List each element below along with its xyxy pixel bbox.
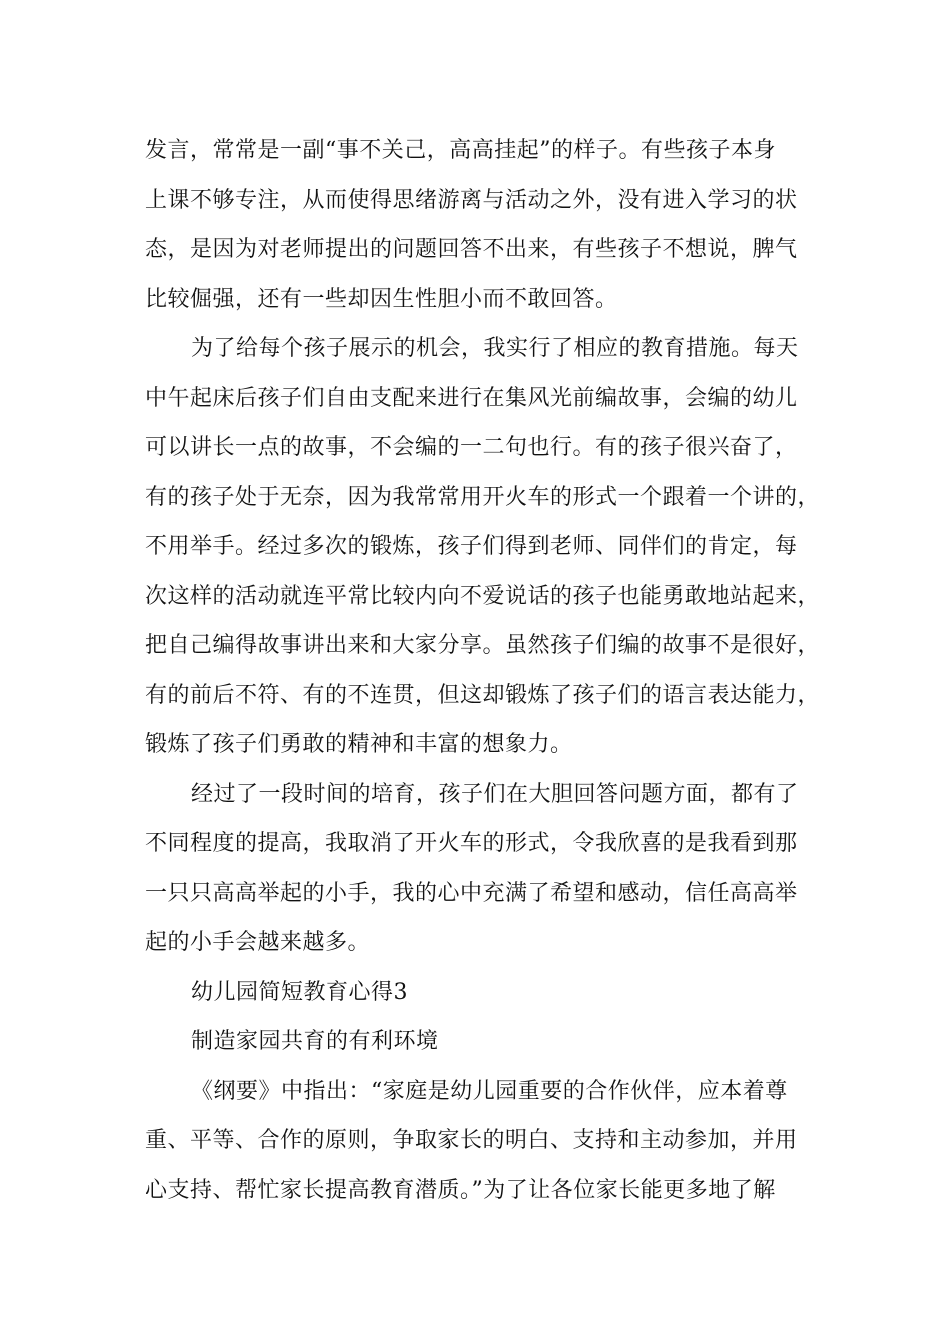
text-line: 次这样的活动就连平常比较内向不爱说话的孩子也能勇敢地站起来， bbox=[145, 583, 821, 609]
text-line: 上课不够专注，从而使得思绪游离与活动之外，没有进入学习的状 bbox=[145, 187, 798, 213]
text-line: 不同程度的提高，我取消了开火车的形式，令我欣喜的是我看到那 bbox=[145, 831, 798, 856]
text-line: 发言，常常是一副“事不关己，高高挂起”的样子。有些孩子本身 bbox=[145, 138, 776, 163]
text-line: 重、平等、合作的原则，争取家长的明白、支持和主动参加，并用 bbox=[145, 1128, 798, 1153]
text-line: 中午起床后孩子们自由支配来进行在集风光前编故事，会编的幼儿 bbox=[145, 385, 798, 411]
paragraph-start-line: 《纲要》中指出：“家庭是幼儿园重要的合作伙伴，应本着尊 bbox=[191, 1078, 788, 1104]
text-line: 有的前后不符、有的不连贯，但这却锻炼了孩子们的语言表达能力， bbox=[145, 682, 821, 708]
text-line: 可以讲长一点的故事，不会编的一二句也行。有的孩子很兴奋了， bbox=[145, 435, 798, 460]
text-line: 把自己编得故事讲出来和大家分享。虽然孩子们编的故事不是很好， bbox=[145, 633, 821, 658]
text-line: 态，是因为对老师提出的问题回答不出来，有些孩子不想说，脾气 bbox=[145, 237, 798, 262]
text-line: 心支持、帮忙家长提高教育潜质。”为了让各位家长能更多地了解 bbox=[145, 1177, 776, 1203]
paragraph-start-line: 经过了一段时间的培育，孩子们在大胆回答问题方面，都有了 bbox=[191, 781, 799, 807]
section-heading: 幼儿园简短教育心得3 bbox=[191, 979, 408, 1005]
text-line: 一只只高高举起的小手，我的心中充满了希望和感动，信任高高举 bbox=[145, 880, 798, 906]
text-line: 锻炼了孩子们勇敢的精神和丰富的想象力。 bbox=[145, 732, 573, 757]
text-line: 起的小手会越来越多。 bbox=[145, 930, 371, 955]
text-line: 比较倔强，还有一些却因生性胆小而不敢回答。 bbox=[145, 286, 618, 312]
text-line: 不用举手。经过多次的锻炼，孩子们得到老师、同伴们的肯定，每 bbox=[145, 534, 798, 559]
text-line: 有的孩子处于无奈，因为我常常用开火车的形式一个跟着一个讲的， bbox=[145, 484, 821, 510]
document-body bbox=[145, 126, 825, 1215]
section-subheading: 制造家园共育的有利环境 bbox=[191, 1029, 439, 1054]
paragraph-start-line: 为了给每个孩子展示的机会，我实行了相应的教育措施。每天 bbox=[191, 336, 799, 361]
